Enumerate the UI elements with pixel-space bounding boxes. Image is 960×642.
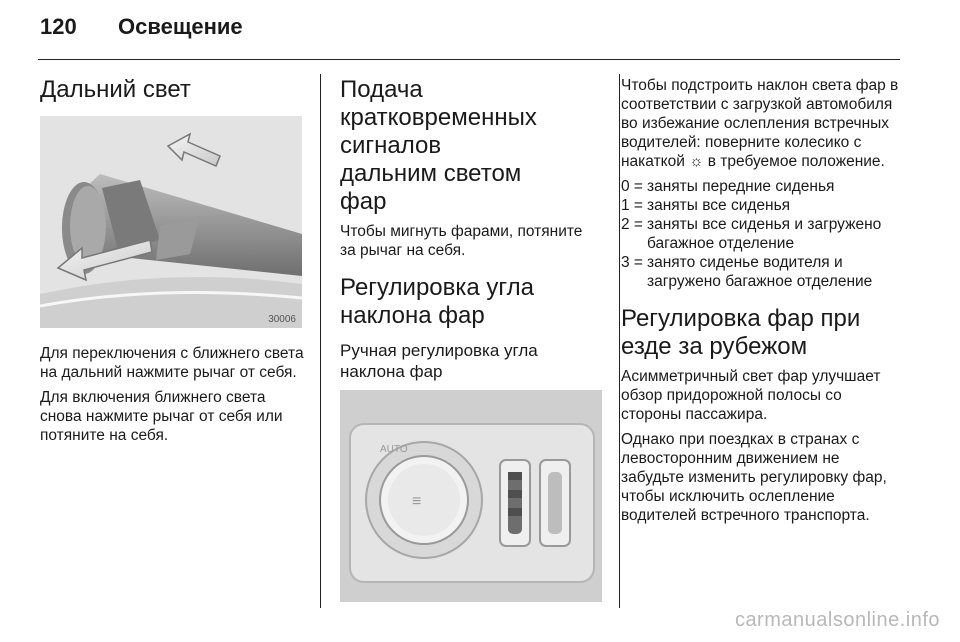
page-number: 120	[40, 14, 77, 39]
auto-label: AUTO	[380, 444, 408, 455]
section-title: Освещение	[118, 14, 243, 39]
light-switch-figure	[340, 390, 602, 602]
flash-text: Чтобы мигнуть фарами, потяните за рычаг на себя.	[340, 223, 583, 259]
page-header	[40, 14, 243, 40]
range-adjust-text: Чтобы подстроить наклон света фар в соответствии с загрузкой автомобиля во избежание ослепления встречных водителей: поверните колесико с накаткой ☼ в требуемое положение.	[621, 77, 899, 170]
figure-id: 30006	[268, 314, 296, 325]
column-divider-1	[320, 74, 321, 608]
stalk-illustration	[40, 116, 302, 328]
list-item: 0 = заняты передние сиденья	[621, 178, 835, 195]
flash-heading: Подача кратковременных сигналов дальним светом фар	[340, 76, 537, 215]
light-switch-illustration	[340, 390, 602, 602]
column-divider-2	[619, 74, 620, 608]
high-beam-heading: Дальний свет	[40, 76, 191, 103]
header-rule	[38, 59, 900, 60]
watermark: carmanualsonline.info	[734, 609, 940, 631]
column-3	[621, 76, 903, 531]
abroad-text-1: Асимметричный свет фар улучшает обзор придорожной полосы со стороны пассажира.	[621, 368, 881, 423]
list-item: 1 = заняты все сиденья	[621, 197, 791, 214]
headlight-range-heading: Регулировка угла наклона фар	[340, 274, 535, 329]
svg-text:≡: ≡	[412, 493, 422, 510]
abroad-heading: Регулировка фар при езде за рубежом	[621, 305, 861, 360]
column-2	[340, 76, 602, 602]
column-1	[40, 76, 304, 451]
high-beam-text-1: Для переключения с ближнего света на дальний нажмите рычаг от себя.	[40, 345, 304, 381]
manual-range-subheading: Ручная регулировка угла наклона фар	[340, 341, 538, 381]
abroad-text-2: Однако при поездках в странах с левосторонним движением не забудьте изменить регулировку фар, чтобы исключить ослепление водителей встречного транспорта.	[621, 431, 887, 524]
high-beam-text-2: Для включения ближнего света снова нажмите рычаг от себя или потяните на себя.	[40, 389, 283, 444]
list-item: 2 = заняты все сиденья и загружено багажное отделение	[621, 216, 882, 252]
list-item: 3 = занято сиденье водителя и загружено багажное отделение	[621, 254, 873, 290]
stalk-figure	[40, 116, 302, 328]
load-positions-list	[621, 177, 903, 291]
